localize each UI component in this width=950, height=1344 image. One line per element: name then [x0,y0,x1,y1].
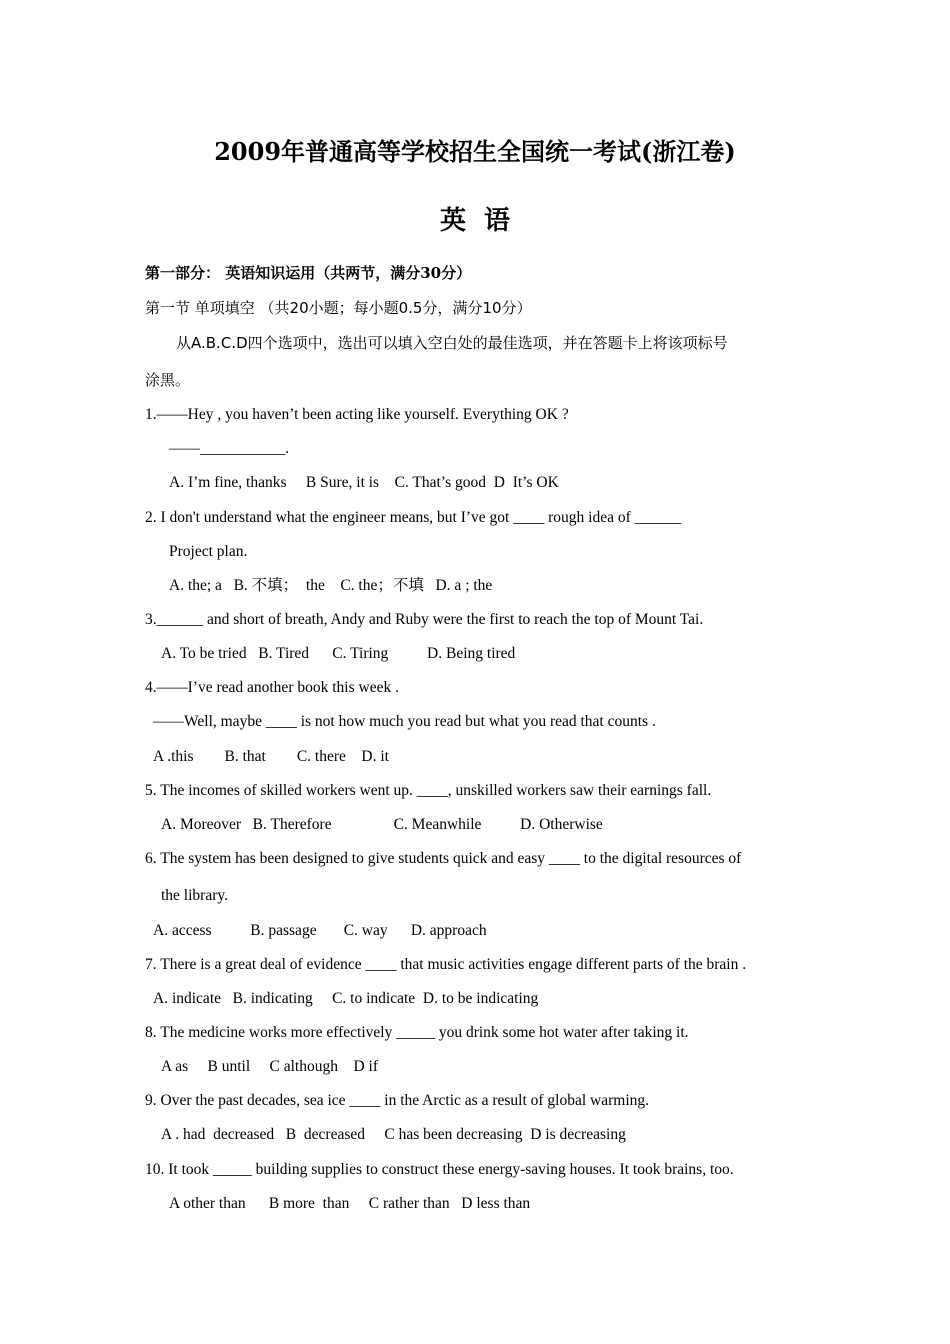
question-9-stem: 9. Over the past decades, sea ice ____ in the Arctic as a result of global warming. [145,1092,650,1109]
question-6-stem: 6. The system has been designed to give students quick and easy ____ to the digital resources of [145,850,742,867]
question-6-stem-cont: the library. [161,887,228,904]
question-1-stem: 1.——Hey , you haven’t been acting like yourself. Everything OK ? [145,406,569,423]
question-1-stem-cont: ——___________. [169,440,290,457]
question-4-options: A .this B. that C. there D. it [153,748,389,765]
exam-title: 2009年普通高等学校招生全国统一考试(浙江卷) [214,137,736,166]
question-2-stem: 2. I don't understand what the engineer means, but I’ve got ____ rough idea of ______ [145,509,682,526]
question-3-options: A. To be tried B. Tired C. Tiring D. Being tired [161,645,516,662]
section-heading: 第一节 单项填空 （共20小题；每小题0.5分，满分10分） [145,299,532,317]
question-10-stem: 10. It took _____ building supplies to construct these energy-saving houses. It took brains, too. [145,1161,734,1178]
question-8-options: A as B until C although D if [161,1058,378,1075]
question-8-stem: 8. The medicine works more effectively _____ you drink some hot water after taking it. [145,1024,689,1041]
question-5-stem: 5. The incomes of skilled workers went up. ____, unskilled workers saw their earnings fall. [145,782,712,799]
instruction-line-1: 从A.B.C.D四个选项中，选出可以填入空白处的最佳选项，并在答题卡上将该项标号 [176,334,728,352]
question-7-options: A. indicate B. indicating C. to indicate D. to be indicating [153,990,539,1007]
question-4-stem: 4.——I’ve read another book this week . [145,679,399,696]
question-5-options: A. Moreover B. Therefore C. Meanwhile D. Otherwise [161,816,603,833]
question-1-options: A. I’m fine, thanks B Sure, it is C. That’s good D It’s OK [169,474,559,491]
question-2-options: A. the; a B. 不填； the C. the；不填 D. a ; the [169,577,493,594]
question-4-stem-cont: ——Well, maybe ____ is not how much you read but what you read that counts . [153,713,656,730]
question-3-stem: 3.______ and short of breath, Andy and Ruby were the first to reach the top of Mount Tai. [145,611,704,628]
question-10-options: A other than B more than C rather than D less than [169,1195,531,1212]
subject-title: 英语 [439,206,528,236]
question-6-options: A. access B. passage C. way D. approach [153,922,487,939]
question-2-stem-cont: Project plan. [169,543,248,560]
instruction-line-2: 涂黑。 [145,371,191,389]
question-9-options: A . had decreased B decreased C has been decreasing D is decreasing [161,1126,626,1143]
question-7-stem: 7. There is a great deal of evidence ____ that music activities engage different parts of the brain . [145,956,747,973]
part-heading: 第一部分： 英语知识运用（共两节，满分30分） [145,264,472,282]
